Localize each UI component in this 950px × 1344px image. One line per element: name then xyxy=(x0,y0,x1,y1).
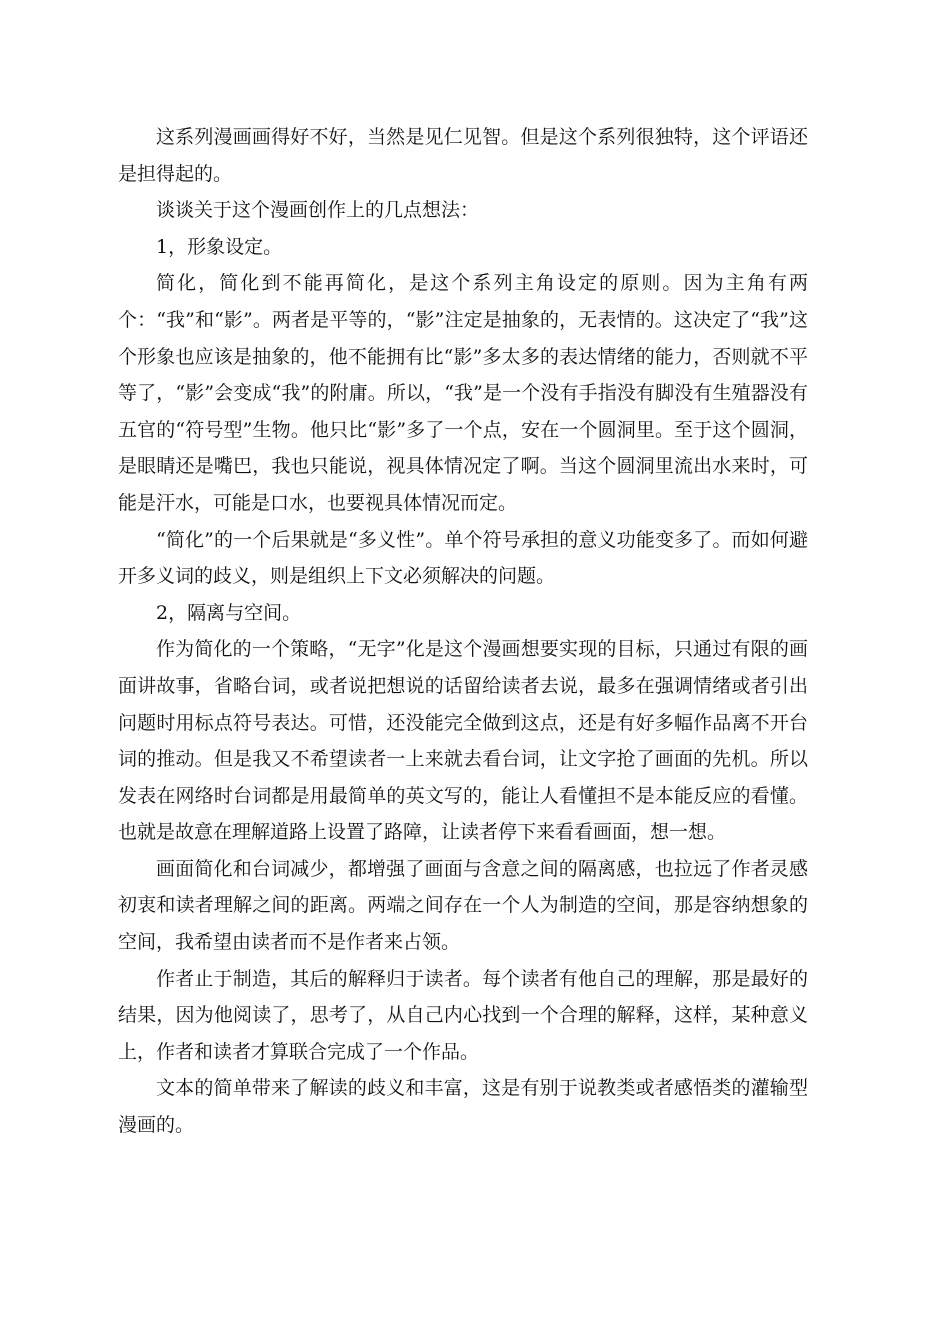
paragraph-simplification: 简化，简化到不能再简化，是这个系列主角设定的原则。因为主角有两个：“我”和“影”。两者是平等的，“影”注定是抽象的，无表情的。这决定了“我”这个形象也应该是抽象的，他不能拥有比“影”多太多的表达情绪的能力，否则就不平等了，“影”会变成“我”的附庸。所以，“我”是一个没有手指没有脚没有生殖器没有五官的“符号型”生物。他只比“影”多了一个点，安在一个圆洞里。至于这个圆洞，是眼睛还是嘴巴，我也只能说，视具体情况定了啊。当这个圆洞里流出水来时，可能是汗水，可能是口水，也要视具体情况而定。 xyxy=(118,272,808,514)
paragraph-conclusion: 文本的简单带来了解读的歧义和丰富，这是有别于说教类或者感悟类的灌输型漫画的。 xyxy=(118,1077,808,1137)
paragraph-wordless: 作为简化的一个策略，“无字”化是这个漫画想要实现的目标，只通过有限的画面讲故事，省略台词，或者说把想说的话留给读者去说，最多在强调情绪或者引出问题时用标点符号表达。可惜，还没能完全做到这点，还是有好多幅作品离不开台词的推动。但是我又不希望读者一上来就去看台词，让文字抢了画面的先机。所以发表在网络时台词都是用最简单的英文写的，能让人看懂担不是本能反应的看懂。也就是故意在理解道路上设置了路障，让读者停下来看看画面，想一想。 xyxy=(118,638,808,844)
paragraph-thoughts-heading: 谈谈关于这个漫画创作上的几点想法： xyxy=(156,199,480,222)
paragraph-distance: 画面简化和台词减少，都增强了画面与含意之间的隔离感，也拉远了作者灵感初衷和读者理解之间的距离。两端之间存在一个人为制造的空间，那是容纳想象的空间，我希望由读者而不是作者来占领。 xyxy=(118,857,808,954)
document-body xyxy=(118,119,808,1144)
section-heading-character-design: 1，形象设定。 xyxy=(156,235,283,258)
section-heading-isolation-space: 2，隔离与空间。 xyxy=(156,601,302,624)
paragraph-reader-interpretation: 作者止于制造，其后的解释归于读者。每个读者有他自己的理解，那是最好的结果，因为他阅读了，思考了，从自己内心找到一个合理的解释，这样，某种意义上，作者和读者才算联合完成了一个作品。 xyxy=(118,967,808,1063)
paragraph-intro: 这系列漫画画得好不好，当然是见仁见智。但是这个系列很独特，这个评语还是担得起的。 xyxy=(118,126,808,185)
paragraph-polysemy: “简化”的一个后果就是“多义性”。单个符号承担的意义功能变多了。而如何避开多义词的歧义，则是组织上下文必须解决的问题。 xyxy=(118,528,808,588)
